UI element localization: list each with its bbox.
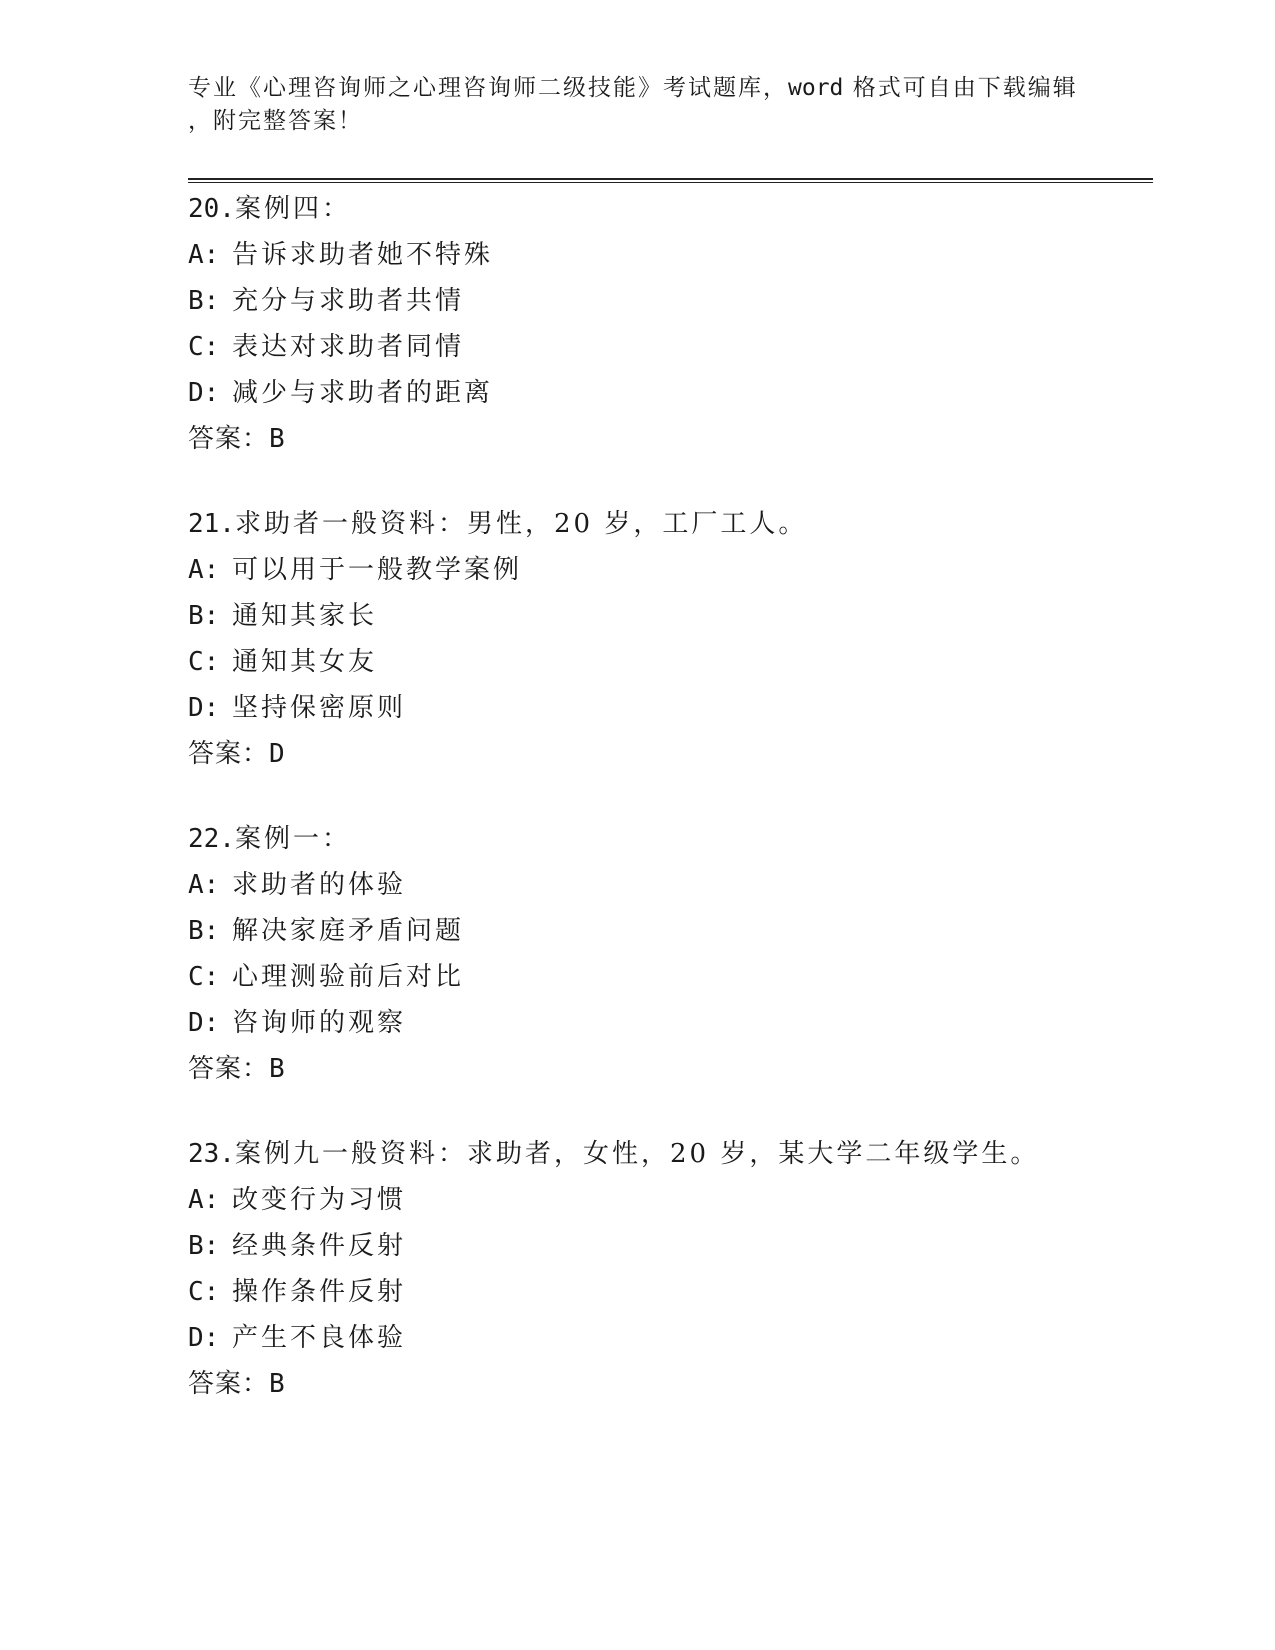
option-text: 经典条件反射 [232,1231,407,1261]
question-block [188,1131,1088,1407]
option-c [188,639,1088,685]
answer-line [188,416,1088,462]
question-number: 21. [188,509,235,539]
option-key: D: [188,1008,220,1038]
option-a [188,1177,1088,1223]
answer-line [188,1361,1088,1407]
option-text: 表达对求助者同情 [232,332,465,362]
header-divider [188,178,1153,183]
question-block [188,186,1088,462]
option-d [188,370,1088,416]
option-key: B: [188,601,220,631]
option-a [188,862,1088,908]
question-stem [188,816,1088,862]
option-key: C: [188,332,220,362]
question-number: 23. [188,1139,235,1169]
option-text: 产生不良体验 [232,1323,407,1353]
option-key: C: [188,1277,220,1307]
question-block [188,816,1088,1092]
answer-line [188,1046,1088,1092]
option-b [188,278,1088,324]
question-number: 20. [188,194,235,224]
option-text: 心理测验前后对比 [232,962,465,992]
question-text: 求助者一般资料：男性，20 岁，工厂工人。 [234,509,808,539]
answer-value: B [269,1369,286,1399]
option-key: B: [188,916,220,946]
answer-value: B [269,1054,286,1084]
answer-value: D [269,739,286,769]
option-text: 坚持保密原则 [232,693,407,723]
answer-label: 答案： [188,424,270,454]
question-stem [188,1131,1088,1177]
option-c [188,954,1088,1000]
answer-value: B [269,424,286,454]
question-stem [188,186,1088,232]
option-key: D: [188,378,220,408]
question-block [188,501,1088,777]
option-key: A: [188,1185,220,1215]
option-key: D: [188,1323,220,1353]
question-text: 案例九一般资料：求助者，女性，20 岁，某大学二年级学生。 [234,1139,1040,1169]
option-text: 改变行为习惯 [232,1185,407,1215]
option-b [188,908,1088,954]
option-text: 求助者的体验 [232,870,407,900]
option-key: C: [188,647,220,677]
option-text: 告诉求助者她不特殊 [232,240,494,270]
answer-line [188,731,1088,777]
answer-label: 答案： [188,1054,270,1084]
question-text: 案例四： [234,194,351,224]
question-number: 22. [188,824,235,854]
document-header [188,72,1088,138]
option-text: 解决家庭矛盾问题 [232,916,465,946]
option-c [188,1269,1088,1315]
question-stem [188,501,1088,547]
option-key: C: [188,962,220,992]
option-text: 减少与求助者的距离 [232,378,494,408]
option-d [188,1315,1088,1361]
question-text: 案例一： [234,824,351,854]
option-d [188,1000,1088,1046]
option-b [188,1223,1088,1269]
option-b [188,593,1088,639]
option-c [188,324,1088,370]
option-a [188,547,1088,593]
header-line-2: ，附完整答案！ [188,108,363,134]
header-format-note: 格式可自由下载编辑 [852,75,1078,101]
option-text: 可以用于一般教学案例 [232,555,523,585]
option-key: A: [188,555,220,585]
option-text: 操作条件反射 [232,1277,407,1307]
option-key: B: [188,286,220,316]
answer-label: 答案： [188,1369,270,1399]
option-key: A: [188,870,220,900]
answer-label: 答案： [188,739,270,769]
option-key: A: [188,240,220,270]
option-a [188,232,1088,278]
header-line-1 [188,72,1088,105]
option-text: 通知其家长 [232,601,378,631]
option-d [188,685,1088,731]
header-word: word [788,75,844,101]
option-text: 通知其女友 [232,647,378,677]
header-title: 专业《心理咨询师之心理咨询师二级技能》考试题库， [188,75,788,101]
option-key: B: [188,1231,220,1261]
option-text: 充分与求助者共情 [232,286,465,316]
option-text: 咨询师的观察 [232,1008,407,1038]
option-key: D: [188,693,220,723]
